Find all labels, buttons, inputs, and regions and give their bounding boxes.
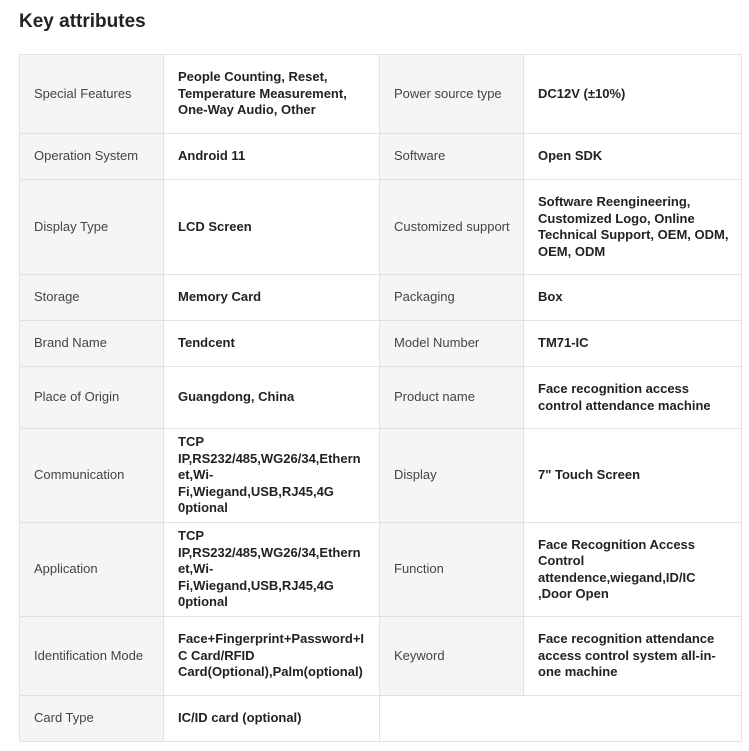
section-title: Key attributes <box>19 11 146 32</box>
attribute-label: Function <box>380 523 524 617</box>
attribute-value: Face Recognition Access Control attendence,wiegand,ID/IC ,Door Open <box>524 523 742 617</box>
empty-cell <box>380 696 742 742</box>
attribute-label: Display <box>380 429 524 523</box>
attribute-value: TCP IP,RS232/485,WG26/34,Ethernet,Wi-Fi,Wiegand,USB,RJ45,4G 0ptional <box>164 429 380 523</box>
attribute-label: Identification Mode <box>20 617 164 696</box>
attribute-value: TM71-IC <box>524 321 742 367</box>
attribute-label: Operation System <box>20 134 164 180</box>
attribute-label: Place of Origin <box>20 367 164 429</box>
attribute-label: Storage <box>20 275 164 321</box>
attribute-value: IC/ID card (optional) <box>164 696 380 742</box>
attribute-value: People Counting, Reset, Temperature Measurement, One-Way Audio, Other <box>164 55 380 134</box>
attribute-label: Card Type <box>20 696 164 742</box>
table-row <box>20 429 742 523</box>
attribute-label: Product name <box>380 367 524 429</box>
table-row <box>20 696 742 742</box>
attribute-value: Tendcent <box>164 321 380 367</box>
attribute-label: Model Number <box>380 321 524 367</box>
attribute-label: Brand Name <box>20 321 164 367</box>
table-row <box>20 523 742 617</box>
attribute-label: Customized support <box>380 180 524 275</box>
attribute-value: TCP IP,RS232/485,WG26/34,Ethernet,Wi-Fi,Wiegand,USB,RJ45,4G 0ptional <box>164 523 380 617</box>
attribute-label: Keyword <box>380 617 524 696</box>
attribute-value: LCD Screen <box>164 180 380 275</box>
attribute-value: Guangdong, China <box>164 367 380 429</box>
attribute-value: Software Reengineering, Customized Logo, Online Technical Support, OEM, ODM, OEM, ODM <box>524 180 742 275</box>
attribute-value: DC12V (±10%) <box>524 55 742 134</box>
attribute-label: Software <box>380 134 524 180</box>
attribute-label: Packaging <box>380 275 524 321</box>
attribute-label: Display Type <box>20 180 164 275</box>
table-row <box>20 55 742 134</box>
table-row <box>20 321 742 367</box>
attribute-value: Android 11 <box>164 134 380 180</box>
attribute-value: Face+Fingerprint+Password+IC Card/RFID Card(Optional),Palm(optional) <box>164 617 380 696</box>
attribute-label: Power source type <box>380 55 524 134</box>
table-row <box>20 134 742 180</box>
attribute-value: Face recognition access control attendance machine <box>524 367 742 429</box>
attribute-label: Application <box>20 523 164 617</box>
attribute-label: Special Features <box>20 55 164 134</box>
attribute-value: Open SDK <box>524 134 742 180</box>
attribute-value: Box <box>524 275 742 321</box>
attribute-label: Communication <box>20 429 164 523</box>
table-row <box>20 367 742 429</box>
attribute-value: 7" Touch Screen <box>524 429 742 523</box>
table-row <box>20 275 742 321</box>
key-attributes-table <box>19 54 742 742</box>
attribute-value: Face recognition attendance access control system all-in-one machine <box>524 617 742 696</box>
attribute-value: Memory Card <box>164 275 380 321</box>
table-row <box>20 617 742 696</box>
table-row <box>20 180 742 275</box>
